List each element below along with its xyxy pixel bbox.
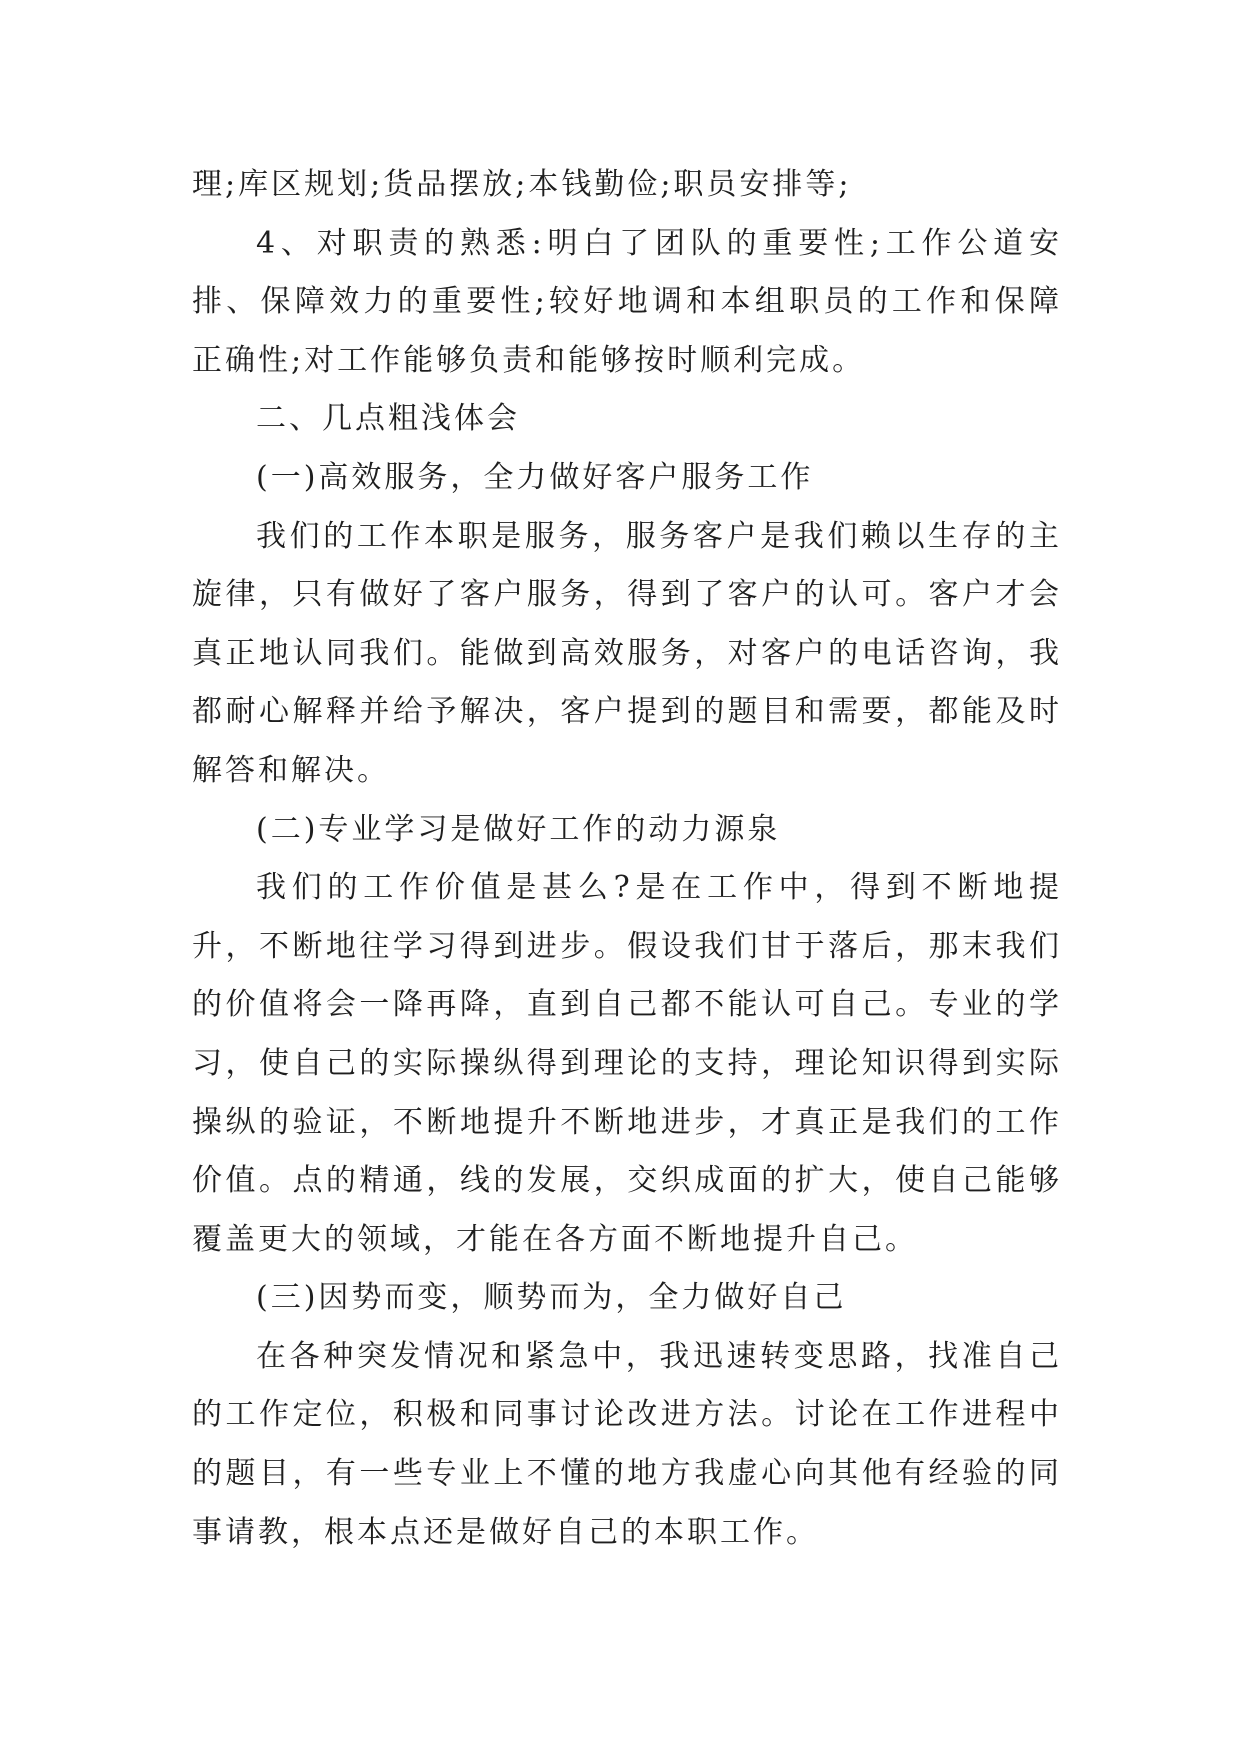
subheading-2: (二)专业学习是做好工作的动力源泉 xyxy=(256,811,781,847)
section-heading-2: 二、几点粗浅体会 xyxy=(256,401,520,437)
document-body xyxy=(192,156,1062,1562)
paragraph-continuation: 理;库区规划;货品摆放;本钱勤俭;职员安排等; xyxy=(192,167,852,202)
paragraph-service: 我们的工作本职是服务，服务客户是我们赖以生存的主旋律，只有做好了客户服务，得到了客户的认可。客户才会真正地认同我们。能做到高效服务，对客户的电话咨询，我都耐心解释并给予解决，客户提到的题目和需要，都能及时解答和解决。 xyxy=(192,518,1062,788)
paragraph-learning: 我们的工作价值是甚么?是在工作中，得到不断地提升，不断地往学习得到进步。假设我们甘于落后，那末我们的价值将会一降再降，直到自己都不能认可自己。专业的学习，使自己的实际操纵得到理论的支持，理论知识得到实际操纵的验证，不断地提升不断地进步，才真正是我们的工作价值。点的精通，线的发展，交织成面的扩大，使自己能够覆盖更大的领域，才能在各方面不断地提升自己。 xyxy=(192,870,1062,1257)
paragraph-adaptation: 在各种突发情况和紧急中，我迅速转变思路，找准自己的工作定位，积极和同事讨论改进方法。讨论在工作进程中的题目，有一些专业上不懂的地方我虚心向其他有经验的同事请教，根本点还是做好自己的本职工作。 xyxy=(192,1338,1062,1550)
subheading-1: (一)高效服务，全力做好客户服务工作 xyxy=(256,459,814,495)
subheading-3: (三)因势而变，顺势而为，全力做好自己 xyxy=(256,1280,847,1316)
paragraph-item-4: 4、对职责的熟悉:明白了团队的重要性;工作公道安排、保障效力的重要性;较好地调和本组职员的工作和保障正确性;对工作能够负责和能够按时顺利完成。 xyxy=(192,225,1062,378)
